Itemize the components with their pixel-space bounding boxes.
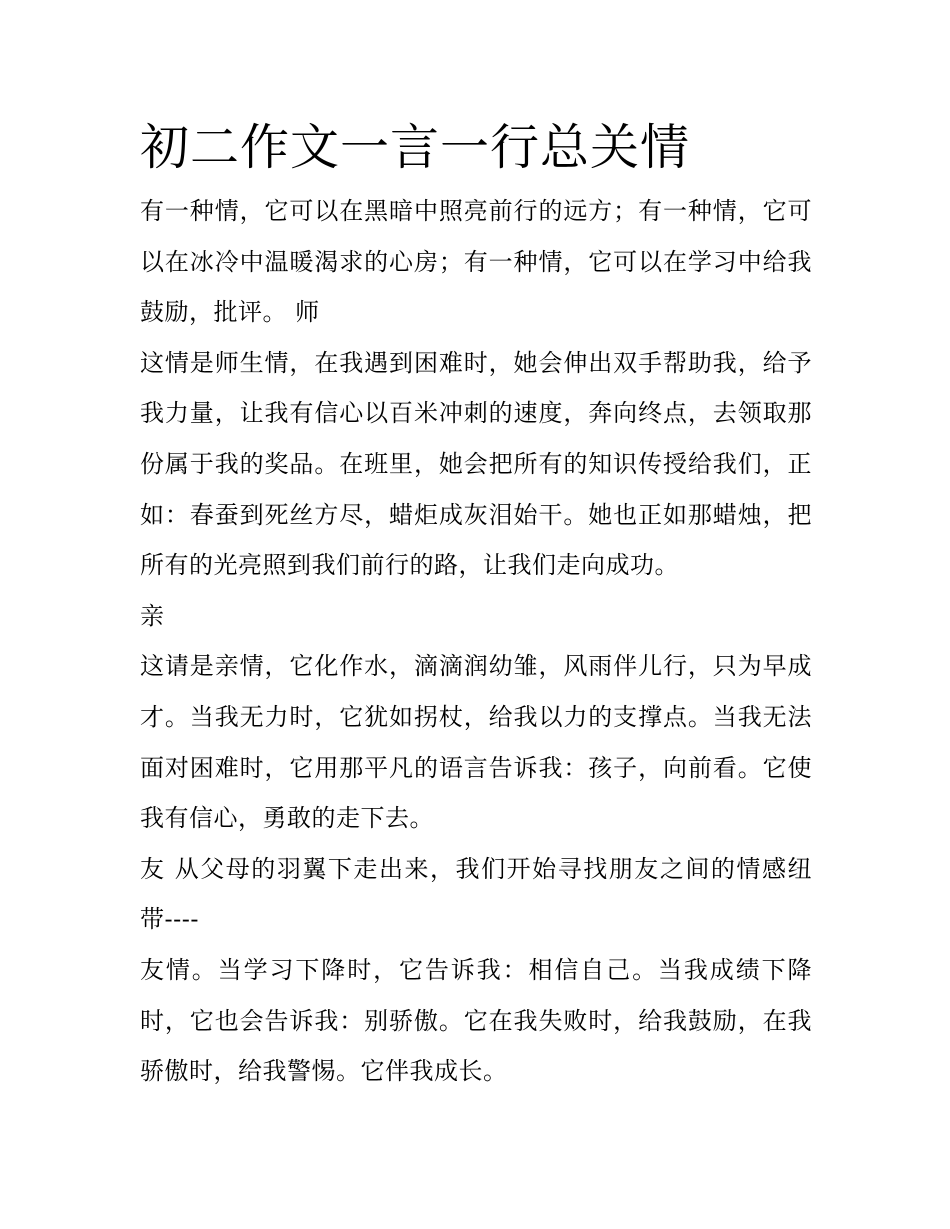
document-page: [140, 112, 812, 1097]
paragraph-friend-intro: 友 从父母的羽翼下走出来，我们开始寻找朋友之间的情感纽带----: [140, 854, 812, 934]
document-title: 初二作文一言一行总关情: [140, 119, 691, 176]
paragraph-teacher: 这情是师生情，在我遇到困难时，她会伸出双手帮助我，给予我力量，让我有信心以百米冲刺的速度，奔向终点，去领取那份属于我的奖品。在班里，她会把所有的知识传授给我们，正如：春蚕到死丝方尽，蜡炬成灰泪始干。她也正如那蜡烛，把所有的光亮照到我们前行的路，让我们走向成功。: [140, 348, 812, 580]
heading-family: 亲: [140, 601, 165, 630]
paragraph-family: 这请是亲情，它化作水，滴滴润幼雏，风雨伴儿行，只为早成才。当我无力时，它犹如拐杖，给我以力的支撑点。当我无法面对困难时，它用那平凡的语言告诉我：孩子，向前看。它使我有信心，勇敢的走下去。: [140, 652, 812, 833]
paragraph-intro: 有一种情，它可以在黑暗中照亮前行的远方；有一种情，它可以在冰冷中温暖渴求的心房；有一种情，它可以在学习中给我鼓励，批评。 师: [140, 197, 812, 327]
paragraph-friendship: 友情。当学习下降时，它告诉我：相信自己。当我成绩下降时，它也会告诉我：别骄傲。它在我失败时，给我鼓励，在我骄傲时，给我警惕。它伴我成长。: [140, 955, 812, 1086]
